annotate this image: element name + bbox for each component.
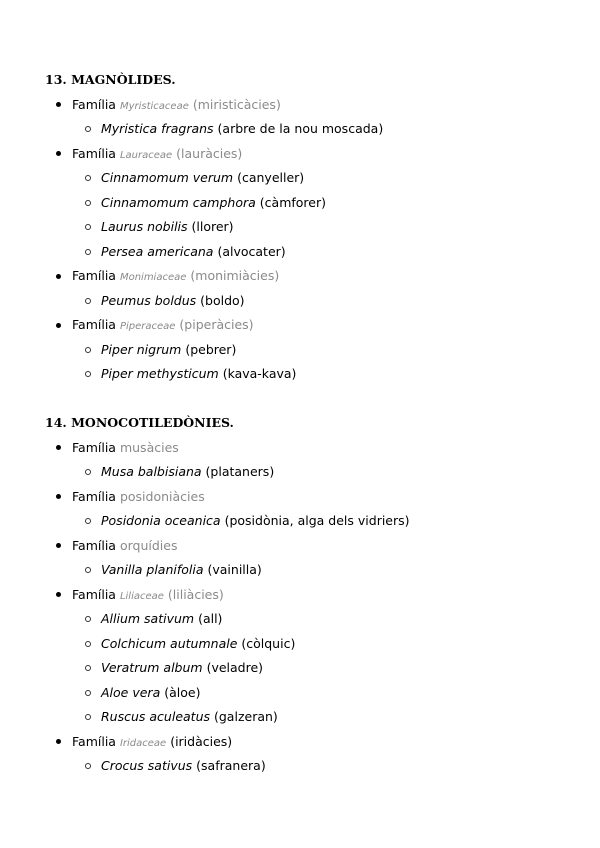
bullet-icon xyxy=(56,494,61,499)
bullet-icon xyxy=(56,151,61,156)
species-common-name: (all) xyxy=(198,611,223,626)
family-prefix: Família xyxy=(72,96,116,112)
species-latin-name: Posidonia oceanica xyxy=(101,513,221,528)
species-latin-name: Persea americana xyxy=(101,243,214,259)
species-common-name: (posidònia, alga dels vidriers) xyxy=(224,513,410,528)
bullet-icon xyxy=(56,323,61,328)
family-item xyxy=(72,268,279,286)
species-item xyxy=(101,513,410,529)
circle-bullet-icon xyxy=(85,641,91,647)
family-common-name: (iridàcies) xyxy=(170,733,233,749)
family-prefix: Família xyxy=(72,733,116,749)
species-common-name: (càmforer) xyxy=(259,194,326,210)
species-item xyxy=(101,170,304,186)
family-item xyxy=(72,317,254,335)
species-item xyxy=(101,366,296,382)
family-item xyxy=(72,489,205,505)
circle-bullet-icon xyxy=(85,714,91,720)
family-common-name: (liliàcies) xyxy=(167,586,224,602)
species-item xyxy=(101,660,263,676)
species-common-name: (àloe) xyxy=(164,684,201,700)
circle-bullet-icon xyxy=(85,567,91,573)
species-latin-name: Colchicum autumnale xyxy=(101,635,238,651)
species-common-name: (còlquic) xyxy=(241,635,296,651)
family-latin-name: Liliaceae xyxy=(119,590,164,602)
species-latin-name: Myristica fragrans xyxy=(101,121,214,136)
species-latin-name: Cinnamomum camphora xyxy=(101,194,256,210)
family-latin-name: Myristicaceae xyxy=(119,100,189,112)
species-latin-name: Ruscus aculeatus xyxy=(101,709,211,724)
species-item xyxy=(101,709,278,725)
section-title: 13. MAGNÒLIDES. xyxy=(45,72,176,87)
species-latin-name: Piper nigrum xyxy=(101,341,182,357)
family-common-name: posidoniàcies xyxy=(119,488,205,504)
species-latin-name: Veratrum album xyxy=(101,660,203,675)
bullet-icon xyxy=(56,274,61,279)
family-common-name: orquídies xyxy=(119,537,178,553)
family-item xyxy=(72,538,177,554)
circle-bullet-icon xyxy=(85,690,91,696)
circle-bullet-icon xyxy=(85,298,91,304)
circle-bullet-icon xyxy=(85,371,91,377)
family-common-name: (monimiàcies) xyxy=(190,268,280,283)
family-latin-name: Iridaceae xyxy=(119,737,167,749)
family-item xyxy=(72,97,281,115)
family-prefix: Família xyxy=(72,145,116,161)
family-prefix: Família xyxy=(72,488,116,504)
family-latin-name: Piperaceae xyxy=(119,321,176,332)
species-item xyxy=(101,636,295,652)
circle-bullet-icon xyxy=(85,126,91,132)
family-common-name: (lauràcies) xyxy=(176,145,243,161)
circle-bullet-icon xyxy=(85,175,91,181)
species-latin-name: Allium sativum xyxy=(101,611,195,626)
species-item xyxy=(101,562,262,578)
species-common-name: (plataners) xyxy=(205,464,275,479)
species-item xyxy=(101,464,274,480)
circle-bullet-icon xyxy=(85,249,91,255)
family-common-name: (miristicàcies) xyxy=(192,96,281,112)
family-item xyxy=(72,734,232,752)
species-common-name: (veladre) xyxy=(206,660,264,675)
family-item xyxy=(72,440,179,456)
species-item xyxy=(101,685,200,701)
species-item xyxy=(101,293,245,309)
family-prefix: Família xyxy=(72,268,116,283)
bullet-icon xyxy=(56,543,61,548)
species-common-name: (safranera) xyxy=(196,758,266,773)
species-item xyxy=(101,758,266,774)
circle-bullet-icon xyxy=(85,347,91,353)
species-item xyxy=(101,121,383,137)
species-latin-name: Piper methysticum xyxy=(101,366,219,381)
bullet-icon xyxy=(56,102,61,107)
species-common-name: (galzeran) xyxy=(214,709,278,724)
family-item xyxy=(72,587,224,605)
circle-bullet-icon xyxy=(85,665,91,671)
family-prefix: Família xyxy=(72,586,116,602)
family-latin-name: Lauraceae xyxy=(119,149,173,161)
circle-bullet-icon xyxy=(85,616,91,622)
species-latin-name: Aloe vera xyxy=(101,684,161,700)
species-latin-name: Crocus sativus xyxy=(101,758,193,773)
species-item xyxy=(101,342,236,358)
species-common-name: (boldo) xyxy=(200,292,245,308)
circle-bullet-icon xyxy=(85,763,91,769)
circle-bullet-icon xyxy=(85,469,91,475)
bullet-icon xyxy=(56,445,61,450)
family-common-name: (piperàcies) xyxy=(179,317,254,332)
circle-bullet-icon xyxy=(85,200,91,206)
circle-bullet-icon xyxy=(85,518,91,524)
species-latin-name: Vanilla planifolia xyxy=(101,562,204,577)
species-common-name: (kava-kava) xyxy=(222,366,297,381)
family-prefix: Família xyxy=(72,317,116,332)
species-latin-name: Cinnamomum verum xyxy=(101,170,234,185)
species-common-name: (vainilla) xyxy=(207,562,262,577)
species-latin-name: Musa balbisiana xyxy=(101,464,202,479)
family-prefix: Família xyxy=(72,537,116,553)
species-common-name: (pebrer) xyxy=(185,341,237,357)
family-common-name: musàcies xyxy=(119,439,179,455)
species-latin-name: Laurus nobilis xyxy=(101,219,188,234)
species-item xyxy=(101,195,326,211)
family-latin-name: Monimiaceae xyxy=(119,272,187,283)
bullet-icon xyxy=(56,739,61,744)
species-common-name: (llorer) xyxy=(191,219,234,234)
species-item xyxy=(101,219,234,235)
species-item xyxy=(101,611,222,627)
species-common-name: (arbre de la nou moscada) xyxy=(217,121,384,136)
species-common-name: (alvocater) xyxy=(217,243,286,259)
circle-bullet-icon xyxy=(85,224,91,230)
bullet-icon xyxy=(56,592,61,597)
family-prefix: Família xyxy=(72,439,116,455)
species-common-name: (canyeller) xyxy=(237,170,305,185)
family-item xyxy=(72,146,242,164)
section-title: 14. MONOCOTILEDÒNIES. xyxy=(45,415,234,430)
species-latin-name: Peumus boldus xyxy=(101,292,197,308)
species-item xyxy=(101,244,286,260)
